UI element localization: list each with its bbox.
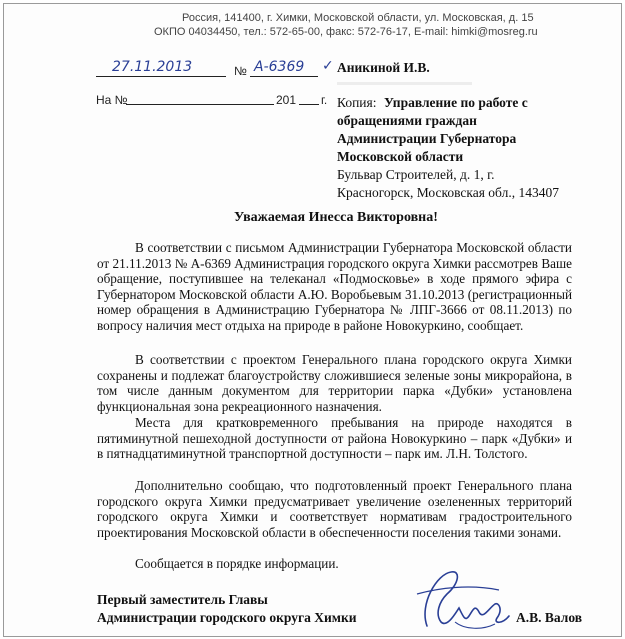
checkmark-icon: ✓ [322,58,334,74]
salutation: Уважаемая Инесса Викторовна! [234,210,438,225]
recipient-name: Аникиной И.В. [337,60,430,75]
reference-prefix: На № [96,93,128,107]
copy-line-4: Московской области [337,149,464,164]
reference-year: 201 [276,93,297,107]
copy-line-1: Управление по работе с [384,95,528,110]
letterhead-address: Россия, 141400, г. Химки, Московской области, ул. Московская, д. 15 [182,12,534,24]
reference-suffix: г. [321,93,328,107]
number-underline [250,76,318,77]
reference-number-underline [126,104,274,105]
signatory-name: А.В. Валов [516,610,583,625]
copy-line-3: Администрации Губернатора [337,131,517,146]
outgoing-date: 27.11.2013 [112,59,193,75]
body-paragraph-5: Сообщается в порядке информации. [135,556,339,571]
date-underline [96,76,226,77]
copy-line-2: обращениями граждан [337,113,477,128]
address-line-2: Красногорск, Московская обл., 143407 [337,185,559,200]
body-paragraph-3: Места для кратковременного пребывания на природе находятся в пятиминутной пешеходной доступности от района Новокуркино – парк «Дубки» и в пятнадцатиминутной транспортной доступности – парк им. Л.Н. Толстого. [97,415,572,462]
copy-label: Копия: [337,95,377,110]
address-line-1: Бульвар Строителей, д. 1, г. [337,167,495,182]
signatory-title-line-1: Первый заместитель Главы [97,592,268,607]
body-paragraph-2: В соответствии с проектом Генерального плана городского округа Химки сохранены и подлежат благоустройству сложившиеся зеленые зоны микрорайона, в том числе данным документом для территории парка «Дубки» установлена функциональная зона рекреационного назначения. [97,352,572,414]
reference-year-underline [299,104,319,105]
letterhead-contacts: ОКПО 04034450, тел.: 572-65-00, факс: 572-76-17, E-mail: himki@mosreg.ru [154,26,538,38]
outgoing-number: А-6369 [254,59,305,75]
number-label: № [234,64,247,78]
body-paragraph-4: Дополнительно сообщаю, что подготовленный проект Генерального плана городского округа Химки предусматривает увеличение озелененных территорий городского округа Химки и соответствует нормативам градостроительного проектирования Московской области в обеспеченности поселения такими зонами. [97,478,572,540]
signatory-title-line-2: Администрации городского округа Химки [97,610,357,625]
body-paragraph-1: В соответствии с письмом Администрации Губернатора Московской области от 21.11.2013 № А-6369 Администрация городского округа Химки рассмотрев Ваше обращение, поступившее на телеканал «Подмосковье» в ходе прямого эфира с Губернатором Московской области А.Ю. Воробьевым 31.10.2013 (регистрационный номер обращения в Администрацию Губернатора № ЛПГ-3666 от 08.11.2013) по вопросу наличия мест отдыха на природе в районе Новокуркино, сообщает. [97,240,572,333]
document-page [3,3,622,637]
handwritten-signature [399,564,519,636]
redacted-line [337,82,472,85]
